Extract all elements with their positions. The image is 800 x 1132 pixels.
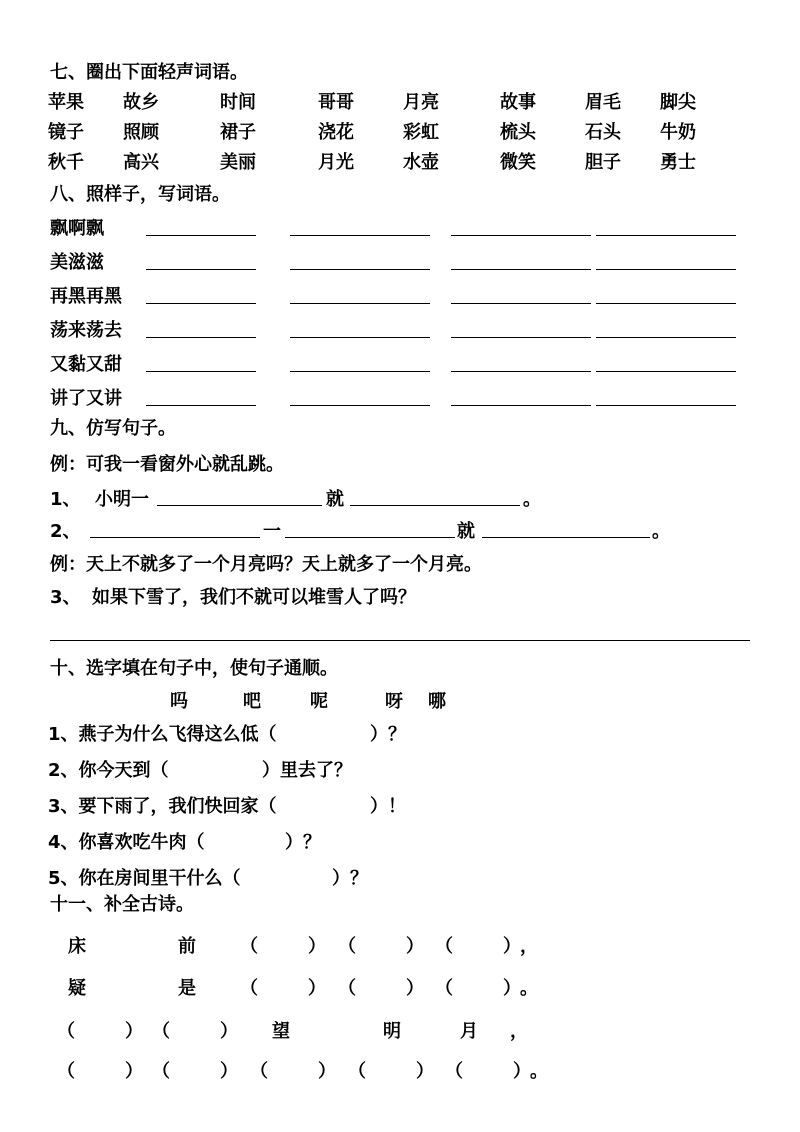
word-item[interactable]: 美丽 [220, 152, 256, 173]
answer-blank[interactable] [451, 303, 591, 304]
word-item[interactable]: 时间 [220, 92, 256, 113]
poem-blank-close[interactable]: ） [406, 978, 424, 999]
poem-blank-close[interactable]: ） [308, 936, 326, 957]
poem-char: 前 [178, 936, 196, 957]
poem-punct: 。 [520, 978, 538, 999]
q2-blank-2[interactable] [285, 537, 455, 538]
poem-blank-open[interactable]: （ [250, 1061, 268, 1082]
word-item[interactable]: 哥哥 [318, 92, 354, 113]
poem-blank-open[interactable]: （ [57, 1061, 75, 1082]
choice-character: 呀 [385, 691, 403, 712]
answer-blank[interactable] [146, 303, 256, 304]
word-item[interactable]: 石头 [585, 122, 621, 143]
q2-number: 2、 [50, 521, 81, 542]
q1-blank-2[interactable] [350, 505, 520, 506]
q3-number: 3、 [50, 587, 81, 608]
poem-blank-open[interactable]: （ [445, 1061, 463, 1082]
q1-lead: 小明一 [95, 489, 149, 510]
pattern-word: 又黏又甜 [50, 354, 122, 375]
choice-character: 哪 [428, 691, 446, 712]
sentence-question: 5、你在房间里干什么（ [48, 868, 241, 889]
answer-blank[interactable] [596, 303, 736, 304]
sentence-blank-close[interactable]: ）？ [332, 868, 368, 889]
sentence-blank-close[interactable]: ）？ [370, 724, 406, 745]
word-item[interactable]: 脚尖 [660, 92, 696, 113]
poem-char: 月 [460, 1021, 478, 1042]
answer-blank[interactable] [146, 269, 256, 270]
answer-blank[interactable] [451, 337, 591, 338]
sentence-blank-close[interactable]: ）里去了？ [262, 760, 352, 781]
answer-blank[interactable] [596, 337, 736, 338]
poem-blank-open[interactable]: （ [240, 936, 258, 957]
word-item[interactable]: 镜子 [48, 122, 84, 143]
section9-title: 九、仿写句子。 [50, 418, 176, 439]
poem-blank-close[interactable]: ） [503, 936, 521, 957]
word-item[interactable]: 梳头 [500, 122, 536, 143]
poem-blank-open[interactable]: （ [435, 978, 453, 999]
word-item[interactable]: 浇花 [318, 122, 354, 143]
answer-blank[interactable] [146, 371, 256, 372]
poem-blank-close[interactable]: ） [220, 1061, 238, 1082]
word-item[interactable]: 故乡 [123, 92, 159, 113]
q2-blank-3[interactable] [482, 537, 650, 538]
section10-title: 十、选字填在句子中，使句子通顺。 [50, 658, 338, 679]
q1-mid: 就 [326, 489, 344, 510]
sentence-question: 4、你喜欢吃牛肉（ [48, 832, 205, 853]
poem-blank-close[interactable]: ） [503, 978, 521, 999]
answer-blank[interactable] [596, 269, 736, 270]
word-item[interactable]: 故事 [500, 92, 536, 113]
choice-character: 呢 [310, 691, 328, 712]
answer-blank[interactable] [290, 337, 430, 338]
sentence-question: 3、要下雨了，我们快回家（ [48, 796, 277, 817]
q2-mid1: 一 [263, 521, 281, 542]
sentence-question: 2、你今天到（ [48, 760, 169, 781]
word-item[interactable]: 彩虹 [403, 122, 439, 143]
poem-blank-open[interactable]: （ [435, 936, 453, 957]
answer-blank[interactable] [290, 371, 430, 372]
word-item[interactable]: 裙子 [220, 122, 256, 143]
word-item[interactable]: 月亮 [403, 92, 439, 113]
q2-blank-1[interactable] [90, 537, 260, 538]
word-item[interactable]: 照顾 [123, 122, 159, 143]
answer-blank[interactable] [596, 371, 736, 372]
sentence-question: 1、燕子为什么飞得这么低（ [48, 724, 277, 745]
poem-punct: ， [510, 1021, 528, 1042]
word-item[interactable]: 高兴 [123, 152, 159, 173]
q1-blank-1[interactable] [157, 505, 322, 506]
sentence-blank-close[interactable]: ）！ [370, 796, 406, 817]
word-item[interactable]: 微笑 [500, 152, 536, 173]
choice-character: 吧 [243, 691, 261, 712]
answer-blank[interactable] [146, 405, 256, 406]
poem-blank-close[interactable]: ） [220, 1021, 238, 1042]
poem-blank-close[interactable]: ） [125, 1061, 143, 1082]
section9-example2: 例：天上不就多了一个月亮吗？天上就多了一个月亮。 [50, 554, 482, 575]
poem-blank-open[interactable]: （ [240, 978, 258, 999]
pattern-word: 再黑再黑 [50, 286, 122, 307]
pattern-word: 荡来荡去 [50, 320, 122, 341]
poem-blank-open[interactable]: （ [348, 1061, 366, 1082]
poem-blank-close[interactable]: ） [318, 1061, 336, 1082]
answer-blank[interactable] [596, 235, 736, 236]
poem-char: 明 [383, 1021, 401, 1042]
poem-blank-close[interactable]: ） [308, 978, 326, 999]
pattern-word: 讲了又讲 [50, 388, 122, 409]
section8-title: 八、照样子，写词语。 [50, 184, 230, 205]
answer-blank[interactable] [290, 235, 430, 236]
answer-blank[interactable] [146, 337, 256, 338]
section7-title: 七、圈出下面轻声词语。 [50, 62, 248, 83]
q3-answer-line[interactable] [50, 640, 750, 641]
answer-blank[interactable] [451, 371, 591, 372]
answer-blank[interactable] [290, 303, 430, 304]
poem-blank-close[interactable]: ） [513, 1061, 531, 1082]
poem-blank-open[interactable]: （ [152, 1021, 170, 1042]
word-item[interactable]: 胆子 [585, 152, 621, 173]
poem-blank-close[interactable]: ） [406, 936, 424, 957]
q3-text: 如果下雪了，我们不就可以堆雪人了吗？ [92, 587, 416, 608]
answer-blank[interactable] [451, 235, 591, 236]
word-item[interactable]: 勇士 [660, 152, 696, 173]
pattern-word: 美滋滋 [50, 252, 104, 273]
poem-char: 床 [68, 936, 86, 957]
poem-char: 是 [178, 978, 196, 999]
poem-char: 疑 [68, 978, 86, 999]
answer-blank[interactable] [451, 405, 591, 406]
pattern-word: 飘啊飘 [50, 218, 104, 239]
answer-blank[interactable] [290, 405, 430, 406]
q2-end: 。 [652, 521, 670, 542]
word-item[interactable]: 秋千 [48, 152, 84, 173]
sentence-blank-close[interactable]: ）？ [285, 832, 321, 853]
choice-character: 吗 [170, 691, 188, 712]
q2-mid2: 就 [457, 521, 475, 542]
section11-title: 十一、补全古诗。 [50, 894, 194, 915]
poem-blank-close[interactable]: ） [125, 1021, 143, 1042]
section9-example1: 例：可我一看窗外心就乱跳。 [50, 454, 284, 475]
answer-blank[interactable] [290, 269, 430, 270]
poem-punct: ， [520, 936, 538, 957]
word-item[interactable]: 牛奶 [660, 122, 696, 143]
word-item[interactable]: 苹果 [48, 92, 84, 113]
q1-number: 1、 [50, 489, 81, 510]
answer-blank[interactable] [596, 405, 736, 406]
poem-blank-open[interactable]: （ [152, 1061, 170, 1082]
poem-punct: 。 [530, 1061, 548, 1082]
word-item[interactable]: 眉毛 [585, 92, 621, 113]
q1-end: 。 [523, 489, 541, 510]
answer-blank[interactable] [451, 269, 591, 270]
poem-blank-close[interactable]: ） [416, 1061, 434, 1082]
answer-blank[interactable] [146, 235, 256, 236]
poem-char: 望 [272, 1021, 290, 1042]
poem-blank-open[interactable]: （ [57, 1021, 75, 1042]
word-item[interactable]: 月光 [318, 152, 354, 173]
poem-blank-open[interactable]: （ [338, 978, 356, 999]
poem-blank-open[interactable]: （ [338, 936, 356, 957]
word-item[interactable]: 水壶 [403, 152, 439, 173]
